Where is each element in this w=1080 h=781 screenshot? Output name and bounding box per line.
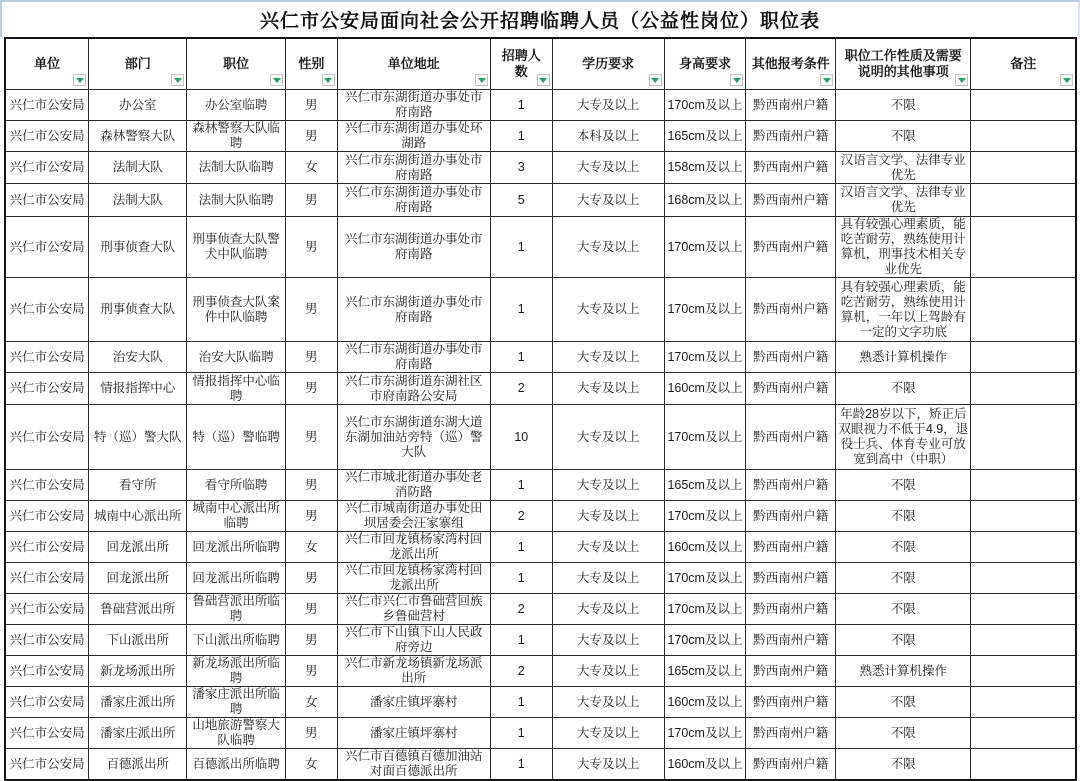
cell-position: 鲁础营派出所临聘 [187,594,286,625]
table-body [5,90,1076,781]
cell-gender: 男 [286,373,337,405]
chevron-down-icon [539,78,547,83]
page-title: 兴仁市公安局面向社会公开招聘临聘人员（公益性岗位）职位表 [259,11,820,32]
cell-nature: 不限 [836,563,971,594]
title-strip [0,0,1080,37]
cell-position: 法制大队临聘 [187,184,286,217]
cell-remark [971,405,1076,470]
column-header-education [552,38,664,90]
filter-dropdown-button-other[interactable] [820,74,833,86]
table-row [5,342,1076,373]
cell-other: 黔西南州户籍 [746,687,836,718]
cell-height: 170cm及以上 [664,90,746,121]
cell-nature: 不限 [836,594,971,625]
cell-gender: 男 [286,718,337,749]
column-header-height-label: 身高要求 [678,56,731,71]
table-row [5,501,1076,532]
chevron-down-icon [823,78,831,83]
cell-position: 山地旅游警察大队临聘 [187,718,286,749]
cell-address: 兴仁市东湖街道东湖社区市府南路公安局 [337,373,490,405]
cell-remark [971,373,1076,405]
column-header-address-label: 单位地址 [387,56,440,71]
cell-dept: 刑事侦查大队 [89,278,187,342]
cell-dept: 治安大队 [89,342,187,373]
cell-remark [971,625,1076,656]
cell-height: 170cm及以上 [664,594,746,625]
cell-other: 黔西南州户籍 [746,278,836,342]
column-header-nature-label: 职位工作性质及需要说明的其他事项 [844,48,962,79]
cell-count: 1 [491,121,553,152]
cell-other: 黔西南州户籍 [746,656,836,687]
column-header-nature [836,38,971,90]
filter-dropdown-button-nature[interactable] [955,74,968,86]
column-header-position-label: 职位 [223,56,250,71]
cell-height: 160cm及以上 [664,373,746,405]
cell-unit: 兴仁市公安局 [5,749,89,781]
cell-other: 黔西南州户籍 [746,217,836,278]
cell-count: 1 [491,625,553,656]
cell-dept: 潘家庄派出所 [89,718,187,749]
cell-gender: 女 [286,532,337,563]
cell-position: 办公室临聘 [187,90,286,121]
cell-other: 黔西南州户籍 [746,749,836,781]
cell-unit: 兴仁市公安局 [5,342,89,373]
cell-nature: 不限 [836,718,971,749]
cell-education: 大专及以上 [552,217,664,278]
cell-education: 大专及以上 [552,625,664,656]
cell-position: 百德派出所临聘 [187,749,286,781]
chevron-down-icon [478,78,486,83]
column-header-count [491,38,553,90]
cell-nature: 汉语言文学、法律专业优先 [836,152,971,184]
table-row [5,687,1076,718]
cell-count: 1 [491,749,553,781]
cell-other: 黔西南州户籍 [746,342,836,373]
cell-unit: 兴仁市公安局 [5,121,89,152]
cell-unit: 兴仁市公安局 [5,687,89,718]
cell-count: 3 [491,152,553,184]
cell-address: 潘家庄镇坪寨村 [337,687,490,718]
cell-count: 2 [491,656,553,687]
cell-gender: 男 [286,278,337,342]
cell-other: 黔西南州户籍 [746,625,836,656]
cell-remark [971,121,1076,152]
column-header-unit-label: 单位 [34,56,61,71]
cell-education: 大专及以上 [552,470,664,501]
cell-other: 黔西南州户籍 [746,121,836,152]
cell-height: 165cm及以上 [664,121,746,152]
cell-unit: 兴仁市公安局 [5,718,89,749]
cell-dept: 办公室 [89,90,187,121]
cell-other: 黔西南州户籍 [746,718,836,749]
column-header-remark [971,38,1076,90]
table-row [5,152,1076,184]
cell-other: 黔西南州户籍 [746,405,836,470]
table-row [5,90,1076,121]
filter-dropdown-button-height[interactable] [730,74,743,86]
cell-remark [971,90,1076,121]
cell-position: 回龙派出所临聘 [187,532,286,563]
cell-dept: 潘家庄派出所 [89,687,187,718]
cell-address: 兴仁市回龙镇杨家湾村回龙派出所 [337,532,490,563]
table-row [5,373,1076,405]
cell-address: 潘家庄镇坪寨村 [337,718,490,749]
cell-education: 大专及以上 [552,90,664,121]
cell-position: 城南中心派出所临聘 [187,501,286,532]
cell-position: 下山派出所临聘 [187,625,286,656]
cell-position: 法制大队临聘 [187,152,286,184]
cell-address: 兴仁市新龙场镇新龙场派出所 [337,656,490,687]
cell-gender: 男 [286,563,337,594]
cell-dept: 情报指挥中心 [89,373,187,405]
cell-address: 兴仁市下山镇下山人民政府旁边 [337,625,490,656]
cell-address: 兴仁市东湖街道办事处市府南路 [337,217,490,278]
cell-address: 兴仁市东湖街道办事处市府南路 [337,90,490,121]
cell-education: 大专及以上 [552,594,664,625]
cell-other: 黔西南州户籍 [746,373,836,405]
cell-remark [971,278,1076,342]
cell-gender: 男 [286,501,337,532]
cell-dept: 百德派出所 [89,749,187,781]
cell-remark [971,501,1076,532]
cell-other: 黔西南州户籍 [746,594,836,625]
cell-address: 兴仁市东湖街道办事处市府南路 [337,342,490,373]
cell-unit: 兴仁市公安局 [5,184,89,217]
filter-dropdown-button-count[interactable] [537,74,550,86]
cell-dept: 回龙派出所 [89,532,187,563]
column-header-remark-label: 备注 [1010,56,1037,71]
table-row [5,563,1076,594]
column-header-position [187,38,286,90]
cell-count: 2 [491,594,553,625]
cell-dept: 刑事侦查大队 [89,217,187,278]
cell-unit: 兴仁市公安局 [5,373,89,405]
cell-education: 大专及以上 [552,184,664,217]
cell-education: 大专及以上 [552,656,664,687]
table-row [5,405,1076,470]
cell-remark [971,563,1076,594]
cell-gender: 男 [286,121,337,152]
cell-count: 1 [491,687,553,718]
cell-education: 大专及以上 [552,342,664,373]
cell-unit: 兴仁市公安局 [5,90,89,121]
cell-count: 1 [491,90,553,121]
cell-address: 兴仁市东湖街道办事处市府南路 [337,152,490,184]
chevron-down-icon [174,78,182,83]
column-header-height [664,38,746,90]
table-header [5,38,1076,90]
cell-gender: 男 [286,184,337,217]
cell-remark [971,152,1076,184]
cell-remark [971,217,1076,278]
cell-remark [971,656,1076,687]
cell-count: 1 [491,532,553,563]
chevron-down-icon [1063,78,1071,83]
cell-address: 兴仁市百德镇百德加油站对面百德派出所 [337,749,490,781]
cell-height: 170cm及以上 [664,718,746,749]
filter-dropdown-button-unit[interactable] [73,74,86,86]
cell-gender: 男 [286,405,337,470]
cell-remark [971,184,1076,217]
cell-other: 黔西南州户籍 [746,184,836,217]
cell-height: 170cm及以上 [664,342,746,373]
cell-count: 1 [491,217,553,278]
chevron-down-icon [324,78,332,83]
cell-dept: 新龙场派出所 [89,656,187,687]
column-header-address [337,38,490,90]
cell-count: 1 [491,563,553,594]
cell-education: 大专及以上 [552,563,664,594]
cell-education: 大专及以上 [552,718,664,749]
cell-remark [971,718,1076,749]
cell-address: 兴仁市东湖街道办事处市府南路 [337,278,490,342]
table-row [5,217,1076,278]
cell-dept: 特（巡）警大队 [89,405,187,470]
cell-count: 1 [491,470,553,501]
table-row [5,656,1076,687]
cell-other: 黔西南州户籍 [746,470,836,501]
filter-dropdown-button-address[interactable] [475,74,488,86]
cell-nature: 具有较强心理素质，能吃苦耐劳，熟练使用计算机，一年以上驾龄有一定的文字功底 [836,278,971,342]
column-header-other [746,38,836,90]
cell-count: 1 [491,278,553,342]
cell-address: 兴仁市城北街道办事处老消防路 [337,470,490,501]
cell-height: 160cm及以上 [664,687,746,718]
cell-dept: 法制大队 [89,152,187,184]
table-row [5,625,1076,656]
cell-address: 兴仁市兴仁市鲁础营回族乡鲁础营村 [337,594,490,625]
table-row [5,278,1076,342]
cell-education: 大专及以上 [552,373,664,405]
cell-unit: 兴仁市公安局 [5,405,89,470]
cell-unit: 兴仁市公安局 [5,501,89,532]
cell-other: 黔西南州户籍 [746,152,836,184]
cell-education: 大专及以上 [552,152,664,184]
cell-dept: 下山派出所 [89,625,187,656]
column-header-unit [5,38,89,90]
cell-gender: 男 [286,625,337,656]
cell-unit: 兴仁市公安局 [5,532,89,563]
column-header-dept [89,38,187,90]
cell-height: 160cm及以上 [664,749,746,781]
cell-other: 黔西南州户籍 [746,90,836,121]
cell-gender: 女 [286,749,337,781]
cell-dept: 森林警察大队 [89,121,187,152]
chevron-down-icon [733,78,741,83]
cell-nature: 不限 [836,501,971,532]
cell-count: 10 [491,405,553,470]
column-header-gender [286,38,337,90]
cell-gender: 男 [286,470,337,501]
chevron-down-icon [76,78,84,83]
table-row [5,718,1076,749]
cell-dept: 看守所 [89,470,187,501]
column-header-count-label: 招聘人数 [501,48,541,79]
cell-address: 兴仁市东湖街道办事处市府南路 [337,184,490,217]
cell-education: 本科及以上 [552,121,664,152]
cell-unit: 兴仁市公安局 [5,594,89,625]
cell-nature: 熟悉计算机操作 [836,656,971,687]
cell-unit: 兴仁市公安局 [5,625,89,656]
cell-height: 170cm及以上 [664,278,746,342]
cell-position: 看守所临聘 [187,470,286,501]
cell-count: 1 [491,718,553,749]
cell-dept: 城南中心派出所 [89,501,187,532]
filter-dropdown-button-education[interactable] [649,74,662,86]
cell-position: 刑事侦查大队警犬中队临聘 [187,217,286,278]
cell-height: 170cm及以上 [664,405,746,470]
cell-count: 5 [491,184,553,217]
cell-other: 黔西南州户籍 [746,532,836,563]
cell-remark [971,594,1076,625]
table-row [5,594,1076,625]
cell-gender: 男 [286,342,337,373]
filter-dropdown-button-remark[interactable] [1060,74,1073,86]
cell-gender: 男 [286,594,337,625]
cell-gender: 女 [286,687,337,718]
table-row [5,121,1076,152]
cell-nature: 不限 [836,470,971,501]
cell-unit: 兴仁市公安局 [5,656,89,687]
cell-height: 170cm及以上 [664,501,746,532]
job-positions-table [4,37,1077,781]
cell-position: 森林警察大队临聘 [187,121,286,152]
cell-address: 兴仁市城南街道办事处田坝居委会汪家寨组 [337,501,490,532]
cell-remark [971,749,1076,781]
cell-other: 黔西南州户籍 [746,563,836,594]
cell-nature: 汉语言文学、法律专业优先 [836,184,971,217]
cell-unit: 兴仁市公安局 [5,470,89,501]
cell-education: 大专及以上 [552,749,664,781]
chevron-down-icon [273,78,281,83]
cell-remark [971,687,1076,718]
column-header-other-label: 其他报考条件 [751,56,830,71]
cell-position: 特（巡）警临聘 [187,405,286,470]
cell-education: 大专及以上 [552,405,664,470]
cell-nature: 年龄28岁以下，矫正后双眼视力不低于4.9，退役士兵、体育专业可放宽到高中（中职） [836,405,971,470]
cell-count: 1 [491,342,553,373]
cell-height: 158cm及以上 [664,152,746,184]
table-row [5,749,1076,781]
column-header-dept-label: 部门 [124,56,151,71]
cell-position: 新龙场派出所临聘 [187,656,286,687]
cell-nature: 不限 [836,121,971,152]
cell-education: 大专及以上 [552,687,664,718]
table-row [5,184,1076,217]
cell-nature: 不限 [836,749,971,781]
cell-gender: 男 [286,217,337,278]
cell-height: 165cm及以上 [664,470,746,501]
cell-height: 165cm及以上 [664,656,746,687]
cell-height: 170cm及以上 [664,217,746,278]
cell-unit: 兴仁市公安局 [5,563,89,594]
cell-gender: 女 [286,152,337,184]
table-row [5,470,1076,501]
cell-height: 168cm及以上 [664,184,746,217]
cell-dept: 回龙派出所 [89,563,187,594]
cell-gender: 男 [286,90,337,121]
chevron-down-icon [958,78,966,83]
cell-position: 刑事侦查大队案件中队临聘 [187,278,286,342]
cell-nature: 具有较强心理素质，能吃苦耐劳，熟练使用计算机，刑事技术相关专业优先 [836,217,971,278]
cell-remark [971,532,1076,563]
cell-gender: 男 [286,656,337,687]
cell-height: 160cm及以上 [664,532,746,563]
cell-position: 情报指挥中心临聘 [187,373,286,405]
cell-dept: 鲁础营派出所 [89,594,187,625]
cell-position: 潘家庄派出所临聘 [187,687,286,718]
header-row [5,38,1076,90]
cell-unit: 兴仁市公安局 [5,278,89,342]
cell-education: 大专及以上 [552,501,664,532]
cell-address: 兴仁市东湖街道办事处环湖路 [337,121,490,152]
cell-height: 170cm及以上 [664,563,746,594]
cell-remark [971,470,1076,501]
cell-nature: 不限 [836,625,971,656]
column-header-gender-label: 性别 [298,56,325,71]
cell-education: 大专及以上 [552,278,664,342]
table-row [5,532,1076,563]
chevron-down-icon [651,78,659,83]
cell-position: 回龙派出所临聘 [187,563,286,594]
cell-nature: 熟悉计算机操作 [836,342,971,373]
filter-dropdown-button-dept[interactable] [171,74,184,86]
cell-count: 2 [491,373,553,405]
cell-height: 170cm及以上 [664,625,746,656]
cell-dept: 法制大队 [89,184,187,217]
cell-unit: 兴仁市公安局 [5,217,89,278]
cell-nature: 不限 [836,532,971,563]
cell-nature: 不限 [836,373,971,405]
cell-remark [971,342,1076,373]
cell-position: 治安大队临聘 [187,342,286,373]
filter-dropdown-button-gender[interactable] [322,74,335,86]
cell-nature: 不限 [836,687,971,718]
cell-other: 黔西南州户籍 [746,501,836,532]
cell-count: 2 [491,501,553,532]
column-header-education-label: 学历要求 [582,56,635,71]
cell-address: 兴仁市东湖街道东湖大道东湖加油站旁特（巡）警大队 [337,405,490,470]
cell-education: 大专及以上 [552,532,664,563]
filter-dropdown-button-position[interactable] [270,74,283,86]
cell-unit: 兴仁市公安局 [5,152,89,184]
cell-address: 兴仁市回龙镇杨家湾村回龙派出所 [337,563,490,594]
cell-nature: 不限 [836,90,971,121]
